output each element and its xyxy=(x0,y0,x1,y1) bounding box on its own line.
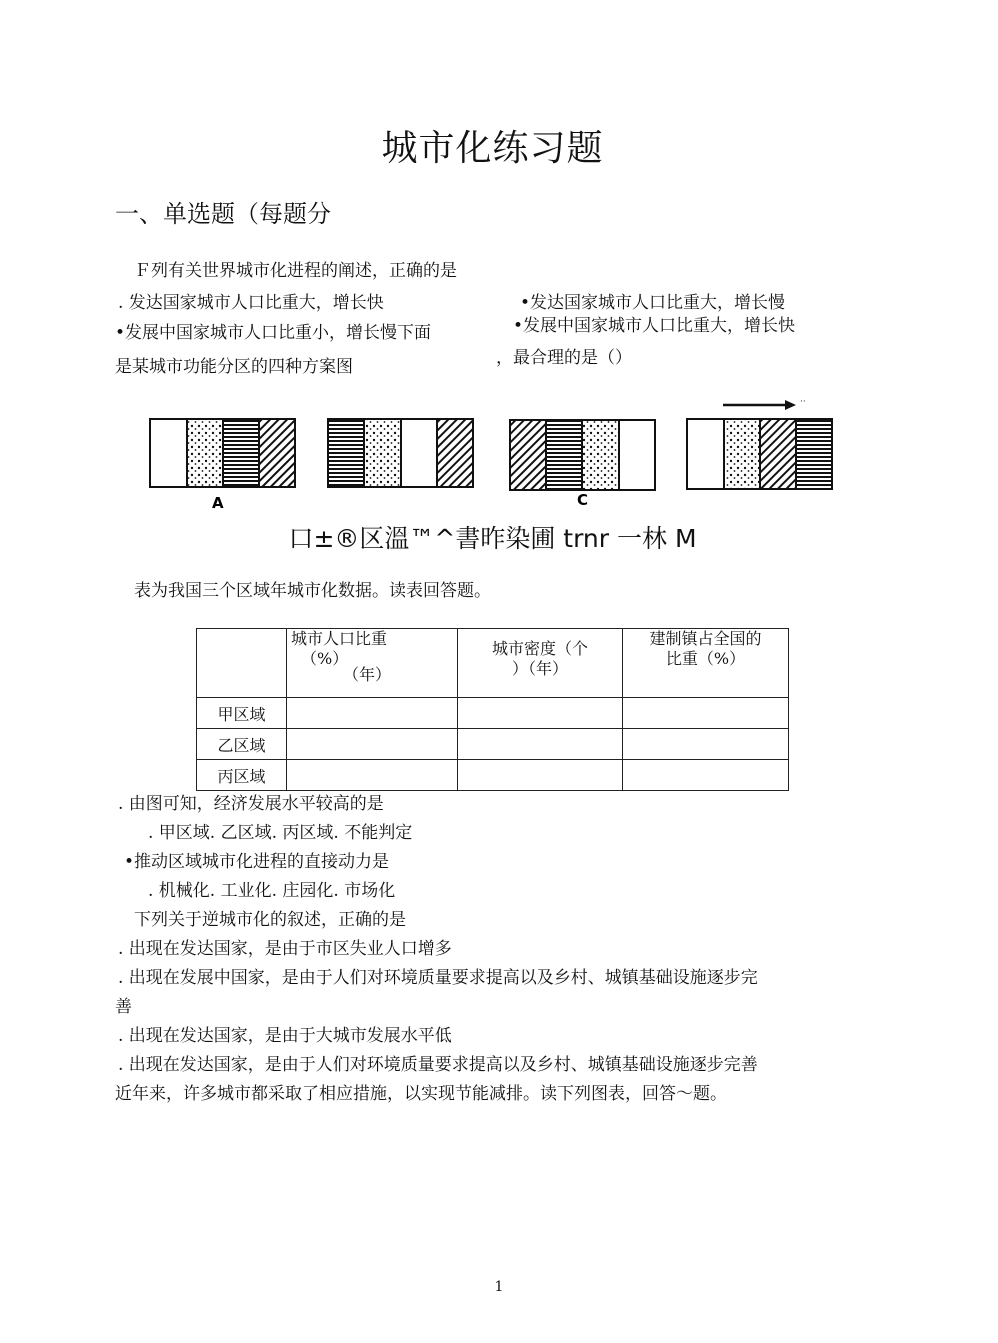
table-header-col3 xyxy=(623,629,789,698)
table-cell xyxy=(287,760,458,791)
q1-stem: Ｆ列有关世界城市化进程的阐述，正确的是 xyxy=(134,261,457,281)
header-col2-line2: ）（年） xyxy=(511,659,568,678)
header-col3-line1: 建制镇占全国的 xyxy=(649,629,762,648)
diagram-legend: 口±®区溫™^書昨染圃 trnr 一林 M xyxy=(288,524,697,553)
table-cell xyxy=(458,760,623,791)
scheme-label-a: A xyxy=(212,494,224,512)
table-header-col2 xyxy=(458,629,623,698)
q5-option-b-line2: 善 xyxy=(115,997,132,1017)
scheme-d xyxy=(687,419,832,489)
table-row xyxy=(197,698,789,729)
scheme-a xyxy=(150,419,295,487)
row-label: 丙区域 xyxy=(197,760,287,791)
q5-option-d: . 出现在发达国家，是由于人们对环境质量要求提高以及乡村、城镇基础设施逐步完善 xyxy=(118,1055,758,1075)
arrow-mark: ·· xyxy=(800,397,806,407)
q4-stem: •推动区域城市化进程的直接动力是 xyxy=(124,852,390,872)
section-heading: 一、单选题（每题分 xyxy=(115,200,331,228)
row-label: 甲区域 xyxy=(197,698,287,729)
direction-arrow-icon xyxy=(723,400,796,410)
q2-stem-part2: ，最合理的是（） xyxy=(496,348,632,368)
q1-option-b: •发达国家城市人口比重大，增长慢 xyxy=(520,293,786,313)
table-cell xyxy=(458,698,623,729)
q3-stem: . 由图可知，经济发展水平较高的是 xyxy=(118,794,384,814)
q1-option-a: . 发达国家城市人口比重大，增长快 xyxy=(118,293,384,313)
q2-stem-part1: 是某城市功能分区的四种方案图 xyxy=(115,357,353,377)
table-header-col1 xyxy=(287,629,458,698)
q3-options: . 甲区域. 乙区域. 丙区域. 不能判定 xyxy=(148,823,413,843)
q1-option-c: •发展中国家城市人口比重小，增长慢下面 xyxy=(115,323,432,343)
q4-options: . 机械化. 工业化. 庄园化. 市场化 xyxy=(148,881,396,901)
urbanization-table xyxy=(196,628,789,791)
table-cell xyxy=(623,729,789,760)
q5-option-b-line1: . 出现在发展中国家，是由于人们对环境质量要求提高以及乡村、城镇基础设施逐步完 xyxy=(118,968,758,988)
row-label: 乙区域 xyxy=(197,729,287,760)
page-title: 城市化练习题 xyxy=(381,128,604,169)
header-col1-line1: 城市人口比重 xyxy=(291,629,388,648)
table-cell xyxy=(287,698,458,729)
table-intro: 表为我国三个区域年城市化数据。读表回答题。 xyxy=(134,581,491,601)
table-cell xyxy=(623,760,789,791)
scheme-c xyxy=(510,420,655,490)
table-cell xyxy=(623,698,789,729)
zoning-diagram xyxy=(148,396,838,518)
scheme-label-c: C xyxy=(577,491,589,509)
q1-option-d: •发展中国家城市人口比重大，增长快 xyxy=(513,316,796,336)
q5-option-a: . 出现在发达国家，是由于市区失业人口增多 xyxy=(118,939,452,959)
table-header-blank xyxy=(197,629,287,698)
closing-text: 近年来，许多城市都采取了相应措施，以实现节能减排。读下列图表，回答〜题。 xyxy=(115,1084,727,1104)
header-col1-line2: （%） xyxy=(301,649,349,668)
scheme-b xyxy=(328,419,473,487)
table-cell xyxy=(458,729,623,760)
table-row xyxy=(197,760,789,791)
header-col1-line3: （年） xyxy=(343,665,392,684)
header-col2-line1: 城市密度（个 xyxy=(491,639,588,658)
header-col3-line2: 比重（%） xyxy=(665,649,746,668)
q5-stem: 下列关于逆城市化的叙述，正确的是 xyxy=(134,910,406,930)
table-row xyxy=(197,729,789,760)
page-number: 1 xyxy=(494,1279,504,1295)
table-cell xyxy=(287,729,458,760)
q5-option-c: . 出现在发达国家，是由于大城市发展水平低 xyxy=(118,1026,452,1046)
table-header-row xyxy=(197,629,789,698)
